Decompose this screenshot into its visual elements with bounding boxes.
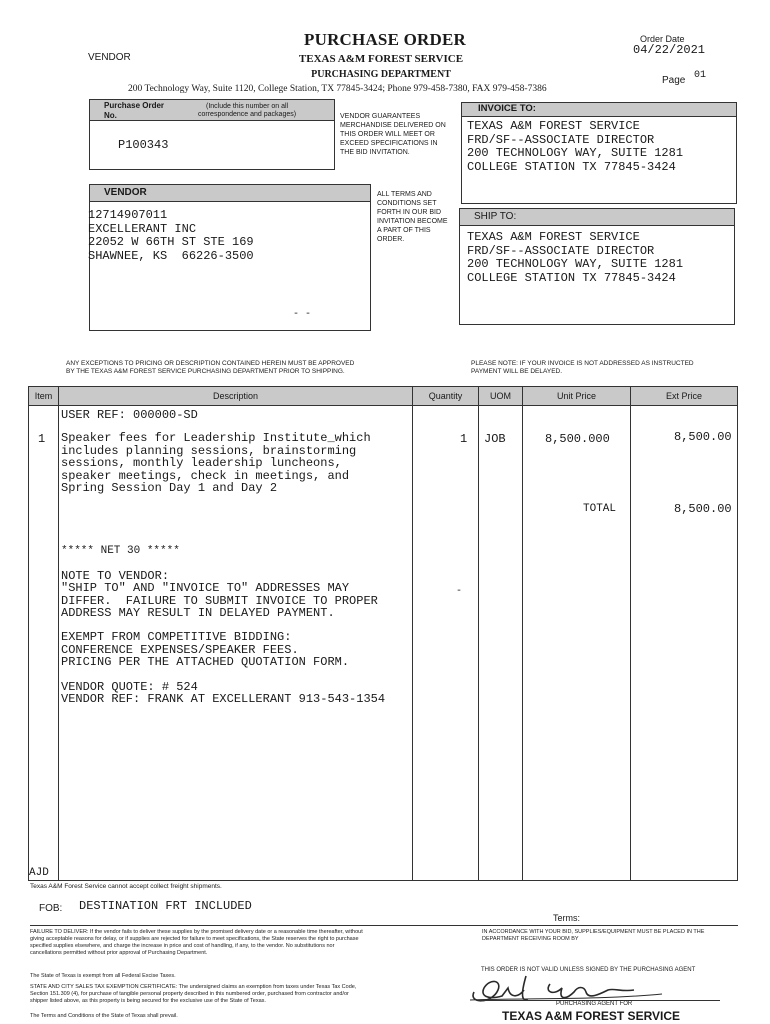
po-note-line1: (Include this number on all — [205, 103, 289, 110]
po-note-line2: correspondence and packages) — [198, 111, 297, 118]
fob-value: DESTINATION FRT INCLUDED — [79, 899, 252, 913]
po-number: P100343 — [118, 138, 169, 152]
org-address: 200 Technology Way, Suite 1120, College Station, TX 77845-3424; Phone 979-458-7380, FAX 979-458-7386 — [128, 84, 547, 94]
vendor-box-label: VENDOR — [104, 187, 147, 198]
invoice-to-address: TEXAS A&M FOREST SERVICE FRD/SF--ASSOCIATE DIRECTOR 200 TECHNOLOGY WAY, SUITE 1281 COLLEGE STATION TX 77845-3424 — [467, 119, 684, 174]
col-header-description: Description — [212, 391, 259, 401]
col-header-ext-price: Ext Price — [665, 391, 702, 401]
row-ext-price: 8,500.00 — [674, 430, 732, 444]
page-number: 01 — [694, 70, 707, 81]
ship-to-label: SHIP TO: — [474, 211, 517, 222]
accordance-text: IN ACCORDANCE WITH YOUR BID, SUPPLIES/EQUIPMENT MUST BE PLACED IN THE DEPARTMENT RECEIVING ROOM BY — [482, 929, 705, 942]
terms-prevail-text: The Terms and Conditions of the State of Texas shall prevail. — [30, 1013, 178, 1019]
po-label-line1: Purchase Order — [104, 101, 165, 110]
user-ref: USER REF: 000000-SD — [61, 408, 198, 422]
federal-tax-exempt-text: The State of Texas is exempt from all Federal Excise Taxes. — [30, 973, 176, 979]
vendor-notes: NOTE TO VENDOR: "SHIP TO" AND "INVOICE TO" ADDRESSES MAY DIFFER. FAILURE TO SUBMIT INVOICE TO PROPER ADDRESS MAY RESULT IN DELAYED PAYMENT. EXEMPT FROM COMPETITIVE BIDDING: CONFERENCE EXPENSES/SPEAKER FEES. PRICING PER THE ATTACHED QUOTATION FORM. VENDOR QUOTE: # 524 VENDOR REF: FRANK AT EXCELLERANT 913-543-1354 — [61, 569, 386, 706]
purchasing-agent-label: PURCHASING AGENT FOR — [556, 1001, 633, 1007]
po-note — [198, 103, 296, 119]
terms-label: Terms: — [553, 913, 580, 923]
page-label: Page — [662, 75, 686, 86]
col-header-unit-price: Unit Price — [556, 391, 596, 401]
exceptions-note: ANY EXCEPTIONS TO PRICING OR DESCRIPTION CONTAINED HEREIN MUST BE APPROVED BY THE TEXAS A&M FOREST SERVICE PURCHASING DEPARTMENT PRIOR TO SHIPPING. — [66, 360, 355, 375]
dept-name: PURCHASING DEPARTMENT — [311, 69, 451, 80]
terms-conditions-text: ALL TERMS AND CONDITIONS SET FORTH IN OUR BID INVITATION BECOME A PART OF THIS ORDER. — [377, 191, 448, 243]
col-header-item: Item — [34, 391, 53, 401]
vendor-guarantee-text: VENDOR GUARANTEES MERCHANDISE DELIVERED ON THIS ORDER WILL MEET OR EXCEED SPECIFICATIONS IN THE BID INVITATION. — [340, 113, 446, 156]
row-uom: JOB — [484, 432, 506, 446]
invoice-address-note: PLEASE NOTE: IF YOUR INVOICE IS NOT ADDRESSED AS INSTRUCTED PAYMENT WILL BE DELAYED. — [471, 360, 694, 375]
page-title: PURCHASE ORDER — [304, 30, 466, 49]
row-description: Speaker fees for Leadership Institute_which includes planning sessions, brainstorming sessions, monthly leadership luncheons, speaker meetings, check in meetings, and Spring Session Day 1 and Day 2 — [61, 431, 371, 495]
signing-agency: TEXAS A&M FOREST SERVICE — [502, 1009, 681, 1023]
initials: AJD — [29, 867, 49, 879]
org-name: TEXAS A&M FOREST SERVICE — [298, 53, 464, 65]
vendor-address: 12714907011 EXCELLERANT INC 22052 W 66TH ST STE 169 SHAWNEE, KS 66226-3500 — [88, 208, 254, 263]
order-date: 04/22/2021 — [633, 43, 706, 57]
net30-terms: ***** NET 30 ***** — [61, 545, 180, 557]
fob-label: FOB: — [39, 903, 63, 914]
freight-note: Texas A&M Forest Service cannot accept collect freight shipments. — [30, 883, 222, 890]
total-value: 8,500.00 — [674, 502, 732, 516]
col-header-uom: UOM — [490, 391, 511, 401]
sales-tax-exemption-text: STATE AND CITY SALES TAX EXEMPTION CERTIFICATE: The undersigned claims an exemption from taxes under Texas Tax Code, Section 151.309 (4), for purchase of tangible personal property described in this numbered order, purchased from contractor and/or shipper listed above, as this property is being secured for the exclusive use of the State of Texas. — [30, 984, 357, 1004]
row-item-number: 1 — [38, 432, 46, 446]
ship-to-address: TEXAS A&M FOREST SERVICE FRD/SF--ASSOCIATE DIRECTOR 200 TECHNOLOGY WAY, SUITE 1281 COLLEGE STATION TX 77845-3424 — [467, 230, 684, 285]
po-label-line2: No. — [104, 111, 117, 120]
signature-required-text: THIS ORDER IS NOT VALID UNLESS SIGNED BY THE PURCHASING AGENT — [481, 967, 696, 973]
order-date-label: Order Date — [640, 34, 685, 44]
po-label — [104, 101, 164, 121]
total-label: TOTAL — [583, 503, 617, 515]
quantity-dash: - — [456, 586, 463, 597]
row-unit-price: 8,500.000 — [545, 432, 610, 446]
row-quantity: 1 — [460, 432, 468, 446]
vendor-header-label: VENDOR — [88, 52, 131, 63]
invoice-to-label: INVOICE TO: — [478, 103, 536, 114]
col-header-quantity: Quantity — [428, 391, 463, 401]
failure-to-deliver-text: FAILURE TO DELIVER: If the vendor fails to deliver these supplies by the promised delivery date or a reasonable time thereafter, without giving acceptable reasons for delay, or if supplies are rejected for failure to meet specifications, the State reserves the right to purchase specified supplies elsewhere, and charge the increase in price and cost of handling, if any, to the vendor. No substitutions nor cancellations permitted without prior approval of Purchasing Department. — [30, 929, 363, 956]
vendor-dash-mark: - - — [293, 309, 312, 320]
